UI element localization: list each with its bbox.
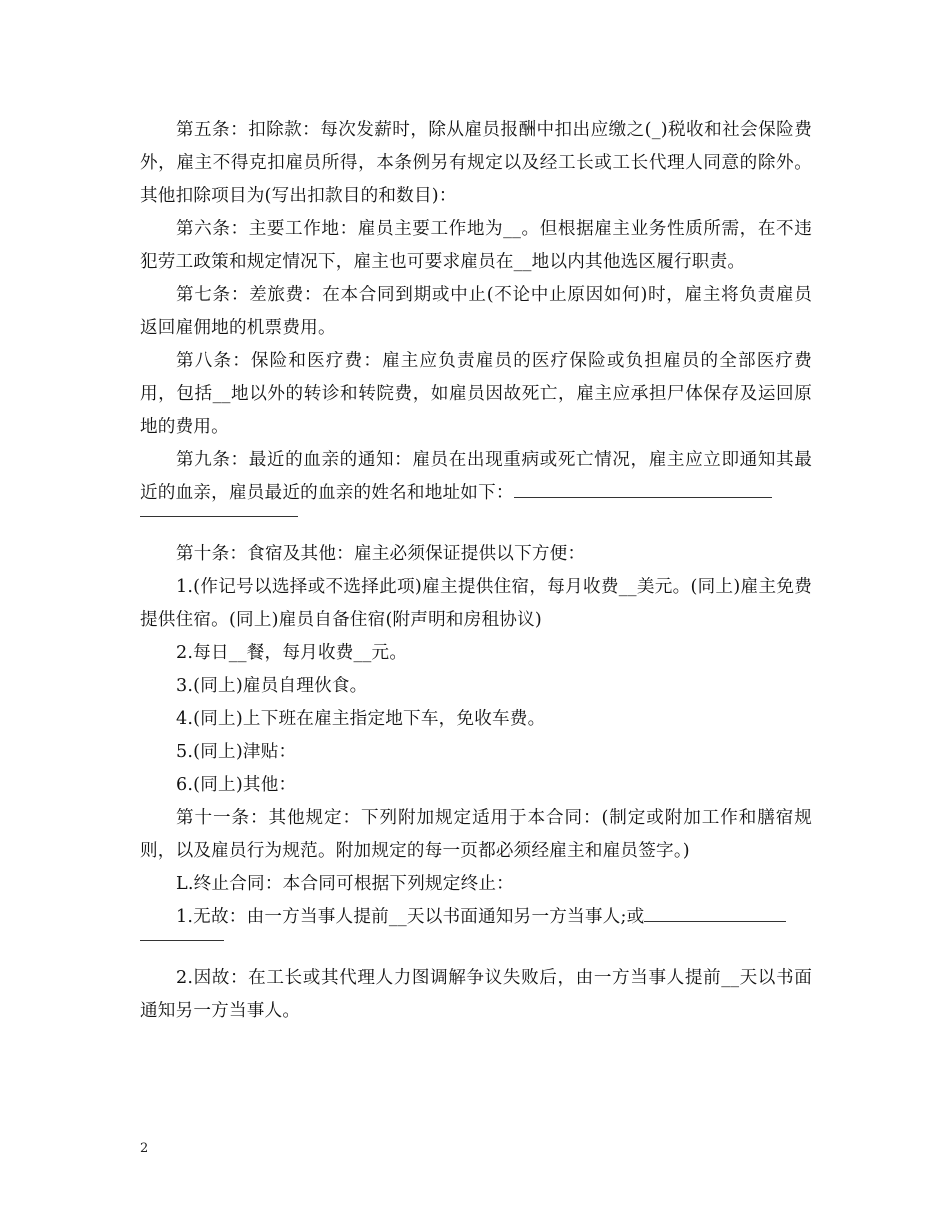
termination-item-2: 2.因故：在工长或其代理人力图调解争议失败后，由一方当事人提前__天以书面通知另一方当事人。 xyxy=(140,968,812,1021)
termination-heading: L.终止合同：本合同可根据下列规定终止： xyxy=(176,874,514,894)
fill-in-blank-line xyxy=(514,496,772,498)
termination-item-1 xyxy=(140,901,812,934)
article-10-item-2: 2.每日__餐，每月收费__元。 xyxy=(176,643,408,663)
article-11-paragraph: 第十一条：其他规定：下列附加规定适用于本合同：(制定或附加工作和膳宿规则，以及雇员行为规范。附加规定的每一页都必须经雇主和雇员签字。) xyxy=(140,808,812,861)
article-7-paragraph: 第七条：差旅费：在本合同到期或中止(不论中止原因如何)时，雇主将负责雇员返回雇佣地的机票费用。 xyxy=(140,285,812,338)
article-10-paragraph: 第十条：食宿及其他：雇主必须保证提供以下方便： xyxy=(176,544,586,564)
article-10-item-3: 3.(同上)雇员自理伙食。 xyxy=(176,676,368,696)
fill-in-blank-line xyxy=(644,920,786,922)
fill-in-blank-continuation xyxy=(140,940,224,941)
article-9-text: 第九条：最近的血亲的通知：雇员在出现重病或死亡情况，雇主应立即通知其最近的血亲，雇员最近的血亲的姓名和地址如下： xyxy=(140,450,812,503)
document-body xyxy=(140,114,812,1028)
article-10-item-1: 1.(作记号以选择或不选择此项)雇主提供住宿，每月收费__美元。(同上)雇主免费提供住宿。(同上)雇员自备住宿(附声明和房租协议) xyxy=(140,577,812,630)
article-6-paragraph: 第六条：主要工作地：雇员主要工作地为__。但根据雇主业务性质所需，在不违犯劳工政策和规定情况下，雇主也可要求雇员在__地以内其他选区履行职责。 xyxy=(140,219,812,272)
termination-item-1-text: 1.无故：由一方当事人提前__天以书面通知另一方当事人;或 xyxy=(176,907,645,927)
article-10-item-6: 6.(同上)其他： xyxy=(176,775,297,795)
fill-in-blank-continuation xyxy=(140,516,298,517)
article-5-paragraph: 第五条：扣除款：每次发薪时，除从雇员报酬中扣出应缴之(_)税收和社会保险费外，雇主不得克扣雇员所得，本条例另有规定以及经工长或工长代理人同意的除外。其他扣除项目为(写出扣款目的和数目)： xyxy=(140,120,812,206)
article-10-item-5: 5.(同上)津贴： xyxy=(176,742,297,762)
article-9-paragraph xyxy=(140,444,812,510)
article-10-item-4: 4.(同上)上下班在雇主指定地下车，免收车费。 xyxy=(176,709,546,729)
article-8-paragraph: 第八条：保险和医疗费：雇主应负责雇员的医疗保险或负担雇员的全部医疗费用，包括__地以外的转诊和转院费，如雇员因故死亡，雇主应承担尸体保存及运回原地的费用。 xyxy=(140,351,812,437)
page-number: 2 xyxy=(140,1141,149,1156)
